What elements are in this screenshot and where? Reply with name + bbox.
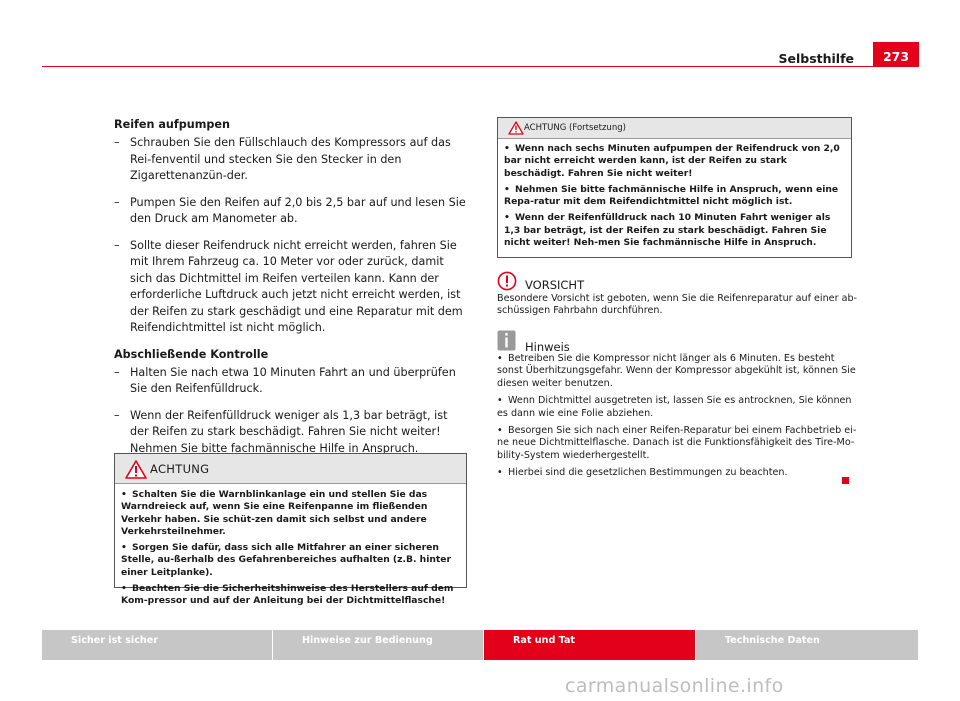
warning-continued-label: ACHTUNG (Fortsetzung)	[524, 123, 626, 133]
caution-section	[497, 271, 857, 323]
warning-bullet: • Beachten Sie die Sicherheitshinweise des Herstellers auf dem Kom-pressor und auf der Anleitung bei der Dichtmittelflasche!	[121, 583, 454, 607]
note-bullet: • Wenn Dichtmittel ausgetreten ist, lassen Sie es antrocknen, Sie können es dann wie eine Folie abziehen.	[497, 395, 852, 419]
warning-continued-body	[498, 139, 851, 249]
warning-label: ACHTUNG	[150, 462, 210, 476]
step-item: – Pumpen Sie den Reifen auf 2,0 bis 2,5 bar auf und lesen Sie den Druck am Manometer ab.	[114, 195, 466, 228]
chapter-tab-hinweise-zur-bedienung[interactable]: Hinweise zur Bedienung	[273, 630, 483, 660]
warning-box-header	[115, 454, 466, 484]
heading-abschliessende-kontrolle: Abschließende Kontrolle	[114, 347, 269, 361]
note-bullet: • Besorgen Sie sich nach einer Reifen-Reparatur bei einem Fachbetrieb ei-ne neue Dichtmittelflasche. Danach ist die Funktionsfähigkeit des Tire-Mo-bility-System wiederhergestellt.	[497, 425, 857, 461]
chapter-tab-technische-daten[interactable]: Technische Daten	[696, 630, 918, 660]
step-item: – Wenn der Reifenfülldruck weniger als 1,3 bar beträgt, ist der Reifen zu stark beschädigt. Fahren Sie nicht weiter! Nehmen Sie bitte fachmännische Hilfe in Anspruch.	[114, 408, 466, 458]
chapter-nav	[42, 630, 919, 660]
info-icon	[497, 330, 516, 351]
step-list-1	[114, 135, 466, 337]
header-divider	[42, 66, 919, 67]
warning-bullet: • Schalten Sie die Warnblinkanlage ein und stellen Sie das Warndreieck auf, wenn Sie eine Reifenpanne im fließenden Verkehr haben. Sie schüt-zen damit sich selbst und andere Verkehrsteilnehmer.	[121, 489, 428, 537]
step-list-2	[114, 365, 466, 458]
caution-text: Besondere Vorsicht ist geboten, wenn Sie die Reifenreparatur auf einer ab-schüssigen Fahrbahn durchführen.	[497, 293, 858, 317]
warning-bullet: • Wenn nach sechs Minuten aufpumpen der Reifendruck von 2,0 bar nicht erreicht werden kann, ist der Reifen zu stark beschädigt. Fahren Sie nicht weiter!	[504, 143, 840, 179]
note-bullet: • Betreiben Sie die Kompressor nicht länger als 6 Minuten. Es besteht sonst Überhitzungsgefahr. Wenn der Kompressor abgekühlt ist, können Sie diesen weiter benutzen.	[497, 353, 856, 389]
caution-label: VORSICHT	[525, 278, 585, 292]
step-item: – Schrauben Sie den Füllschlauch des Kompressors auf das Rei-fenventil und stecken Sie den Stecker in den Zigarettenanzün-der.	[114, 135, 466, 185]
note-label: Hinweis	[525, 340, 570, 354]
warning-triangle-icon	[508, 121, 524, 135]
step-item: – Halten Sie nach etwa 10 Minuten Fahrt an und überprüfen Sie den Reifenfülldruck.	[114, 365, 466, 398]
left-column	[114, 117, 466, 467]
section-end-marker	[842, 477, 849, 484]
exclamation-circle-icon	[497, 271, 517, 291]
warning-bullet: • Sorgen Sie dafür, dass sich alle Mitfahrer an einer sicheren Stelle, au-ßerhalb des Gefahrenbereiches aufhalten (z.B. hinter einer Leitplanke).	[121, 542, 452, 578]
warning-triangle-icon	[125, 460, 147, 479]
warning-box-body	[115, 484, 466, 608]
warning-bullet: • Wenn der Reifenfülldruck nach 10 Minuten Fahrt weniger als 1,3 bar beträgt, ist der Reifen zu stark beschädigt. Fahren Sie nicht weiter! Neh-men Sie fachmännische Hilfe in Anspruch.	[504, 212, 831, 249]
section-title: Selbsthilfe	[778, 51, 854, 66]
watermark: carmanualsonline.info	[565, 675, 784, 697]
note-bullet: • Hierbei sind die gesetzlichen Bestimmungen zu beachten.	[497, 467, 788, 479]
note-section	[497, 330, 857, 485]
page-number: 273	[873, 42, 919, 67]
warning-continued-box	[497, 117, 852, 258]
chapter-tab-rat-und-tat[interactable]: Rat und Tat	[484, 630, 695, 660]
heading-reifen-aufpumpen: Reifen aufpumpen	[114, 118, 230, 131]
chapter-tab-sicher-ist-sicher[interactable]: Sicher ist sicher	[42, 630, 272, 660]
step-item: – Sollte dieser Reifendruck nicht erreicht werden, fahren Sie mit Ihrem Fahrzeug ca. 10 Meter vor oder zurück, damit sich das Dichtmittel im Reifen verteilen kann. Kann der erforderliche Luftdruck auch jetzt nicht erreicht werden, ist der Reifen zu stark geschädigt und eine Reparatur mit dem Reifendichtmittel ist nicht möglich.	[114, 238, 466, 337]
warning-bullet: • Nehmen Sie bitte fachmännische Hilfe in Anspruch, wenn eine Repa-ratur mit dem Reifendichtmittel nicht möglich ist.	[504, 183, 839, 208]
warning-box	[114, 453, 467, 607]
warning-continued-header	[498, 118, 851, 139]
